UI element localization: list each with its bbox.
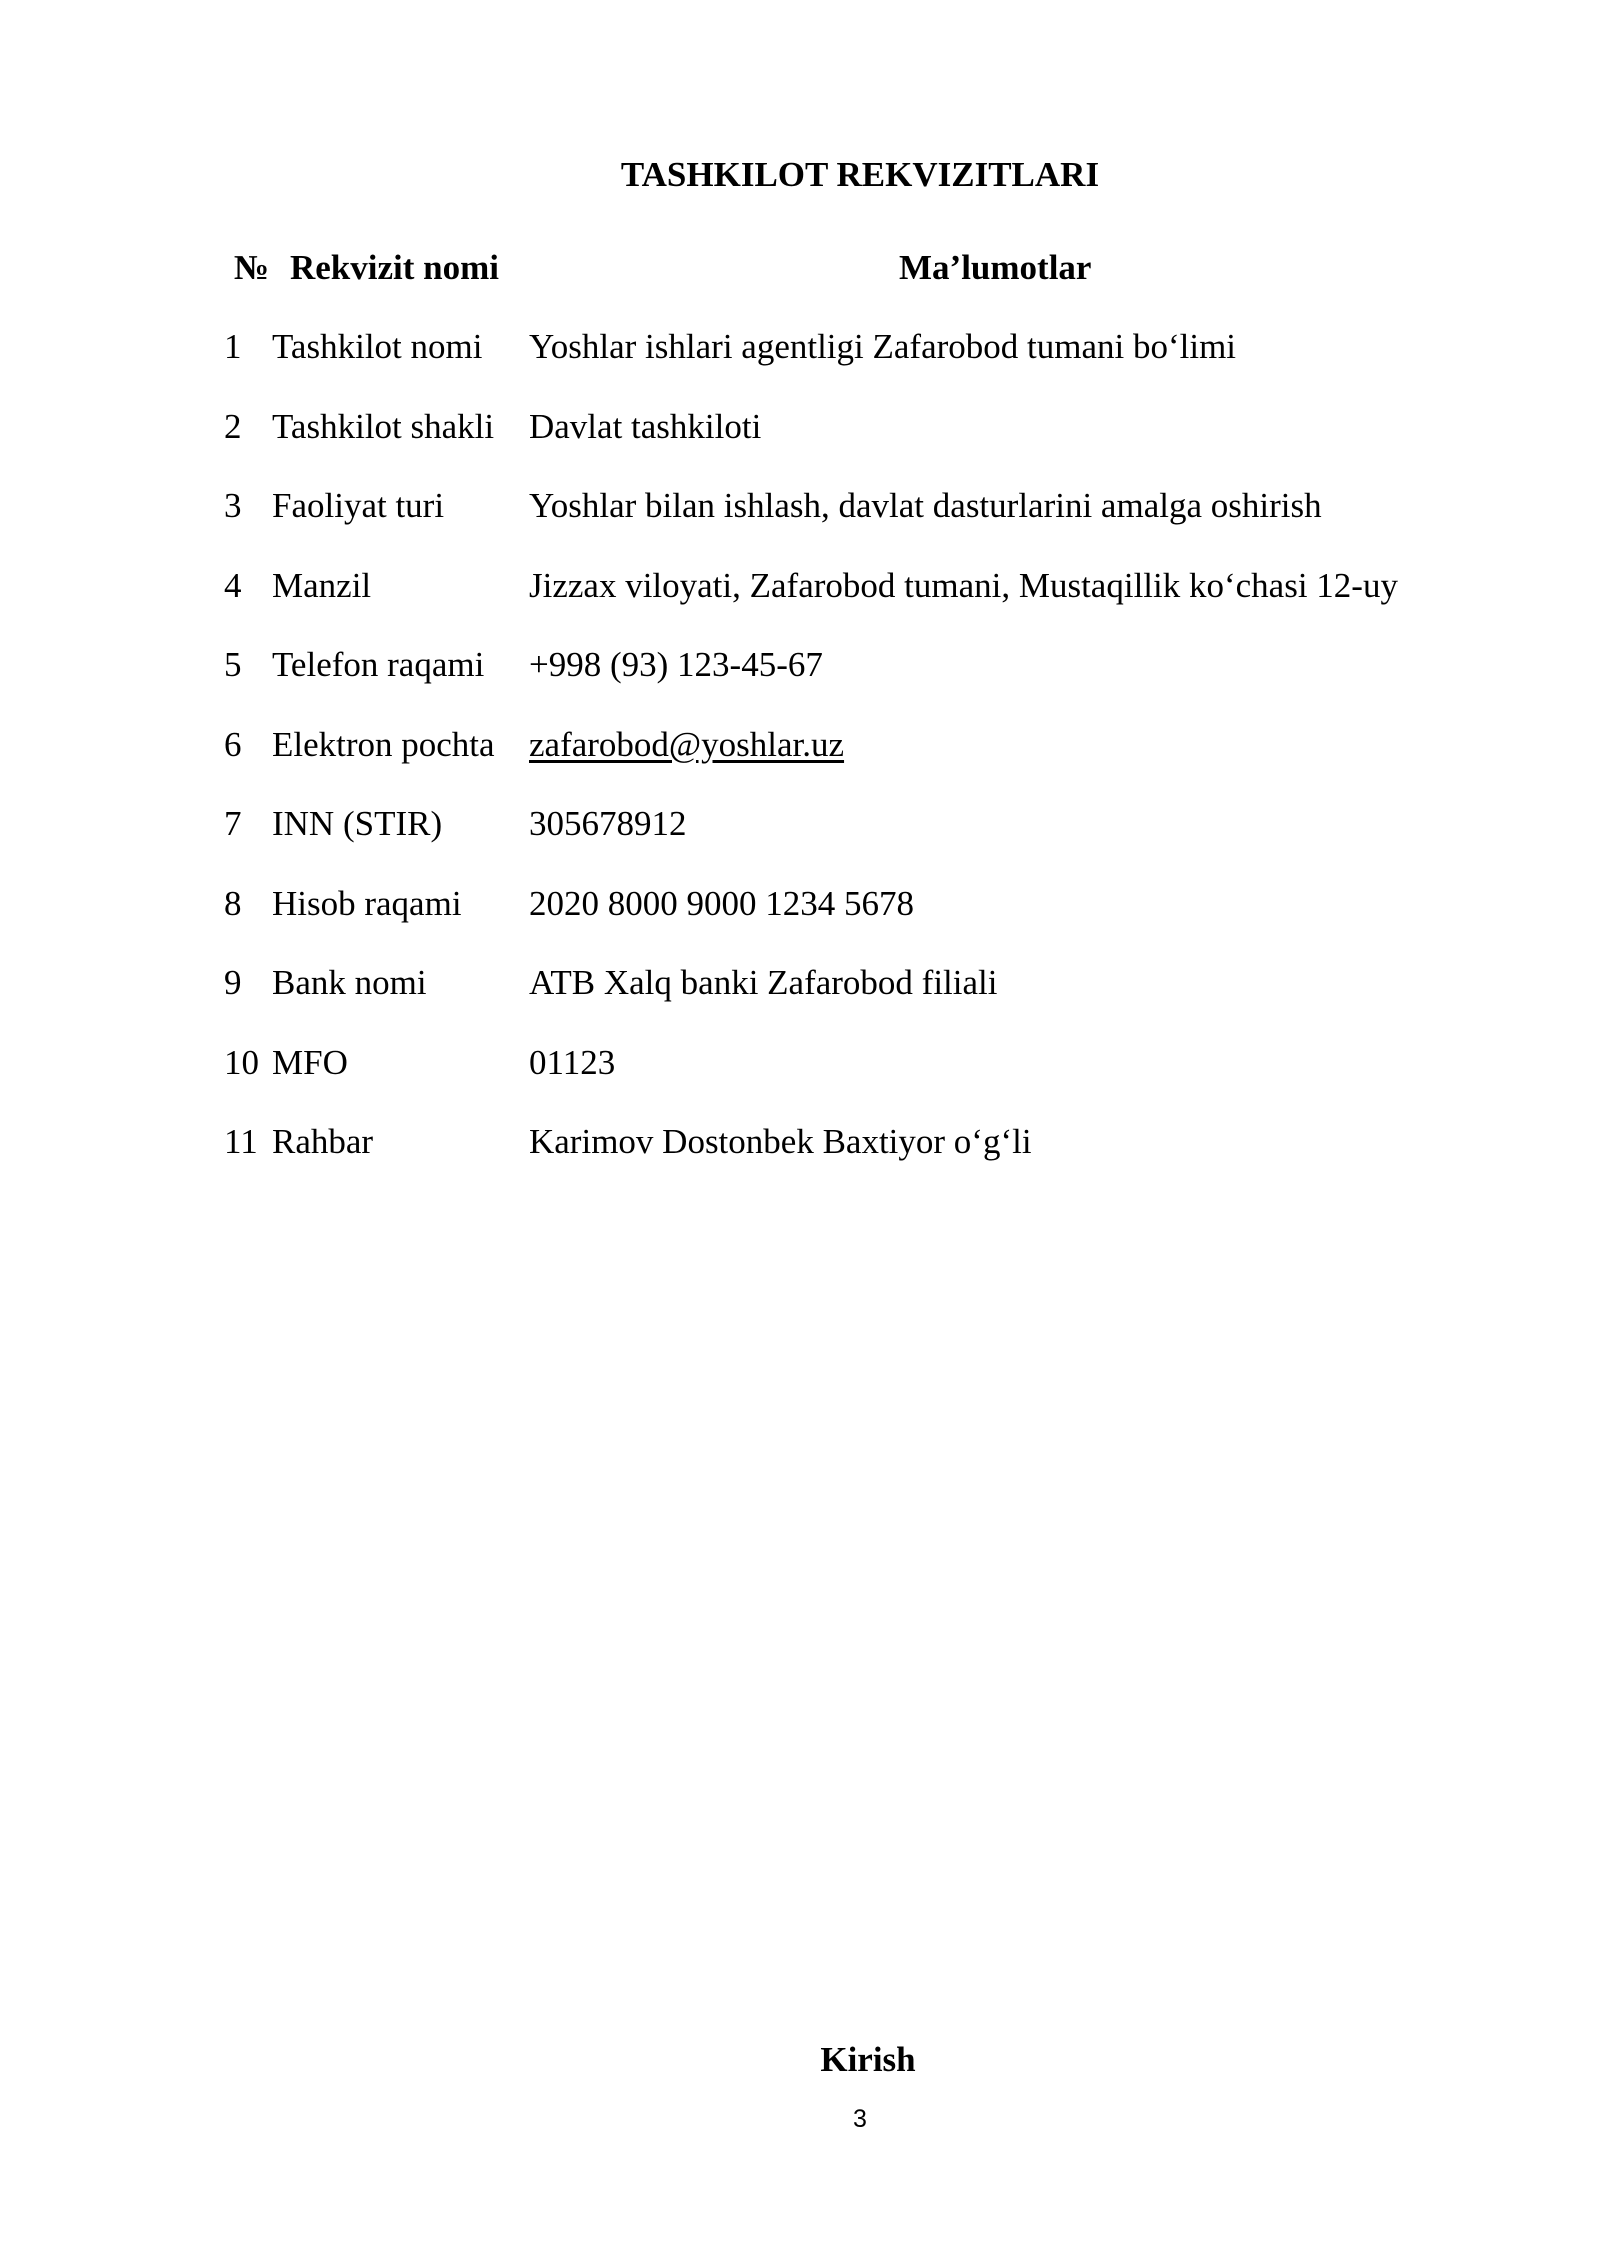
row-name: Telefon raqami — [272, 645, 485, 685]
table-row — [224, 705, 1529, 785]
row-number: 5 — [224, 645, 242, 685]
table-row — [224, 944, 1529, 1024]
row-name: Tashkilot nomi — [272, 327, 483, 367]
row-name: Tashkilot shakli — [272, 406, 495, 446]
header-details: Ma’lumotlar — [899, 247, 1092, 287]
row-value: Jizzax viloyati, Zafarobod tumani, Mustaqillik ko‘chasi 12-uy — [529, 565, 1398, 605]
row-value-cell — [529, 705, 1529, 785]
row-number: 7 — [224, 804, 242, 844]
requisites-table — [224, 228, 1529, 1182]
row-name: Faoliyat turi — [272, 486, 445, 526]
header-requisite-name: Rekvizit nomi — [290, 247, 500, 287]
table-row — [224, 546, 1529, 626]
row-number: 8 — [224, 883, 242, 923]
row-name: Manzil — [272, 565, 372, 605]
row-value: Karimov Dostonbek Baxtiyor o‘g‘li — [529, 1122, 1032, 1162]
row-value: 01123 — [529, 1042, 616, 1082]
document-title: TASHKILOT REKVIZITLARI — [620, 155, 1100, 194]
row-number: 1 — [224, 327, 242, 367]
table-row — [224, 626, 1529, 706]
row-name: Elektron pochta — [272, 724, 495, 764]
row-name: Bank nomi — [272, 963, 427, 1003]
table-row — [224, 785, 1529, 865]
row-number: 3 — [224, 486, 242, 526]
row-name: INN (STIR) — [272, 804, 443, 844]
row-value: 2020 8000 9000 1234 5678 — [529, 883, 914, 923]
row-value: ATB Xalq banki Zafarobod filiali — [529, 963, 998, 1003]
section-heading-introduction: Kirish — [820, 2040, 916, 2079]
row-number: 10 — [224, 1042, 259, 1082]
table-row — [224, 1023, 1529, 1103]
header-number: № — [234, 247, 270, 287]
row-value: 305678912 — [529, 804, 687, 844]
table-header-row — [224, 228, 1529, 308]
row-number: 11 — [224, 1122, 258, 1162]
row-name: Rahbar — [272, 1122, 374, 1162]
row-number: 9 — [224, 963, 242, 1003]
table-row — [224, 1103, 1529, 1183]
email-link[interactable]: zafarobod@yoshlar.uz — [529, 724, 845, 764]
row-name: Hisob raqami — [272, 883, 462, 923]
row-number: 4 — [224, 565, 242, 605]
table-row — [224, 864, 1529, 944]
table-row — [224, 387, 1529, 467]
row-number: 6 — [224, 724, 242, 764]
row-value: Yoshlar ishlari agentligi Zafarobod tumani bo‘limi — [529, 327, 1237, 367]
table-row — [224, 467, 1529, 547]
page-number: 3 — [853, 2105, 867, 2133]
row-value: +998 (93) 123-45-67 — [529, 645, 823, 685]
table-row — [224, 308, 1529, 388]
row-value: Davlat tashkiloti — [529, 406, 762, 446]
row-value: Yoshlar bilan ishlash, davlat dasturlarini amalga oshirish — [529, 486, 1322, 526]
row-number: 2 — [224, 406, 242, 446]
row-name: MFO — [272, 1042, 348, 1082]
